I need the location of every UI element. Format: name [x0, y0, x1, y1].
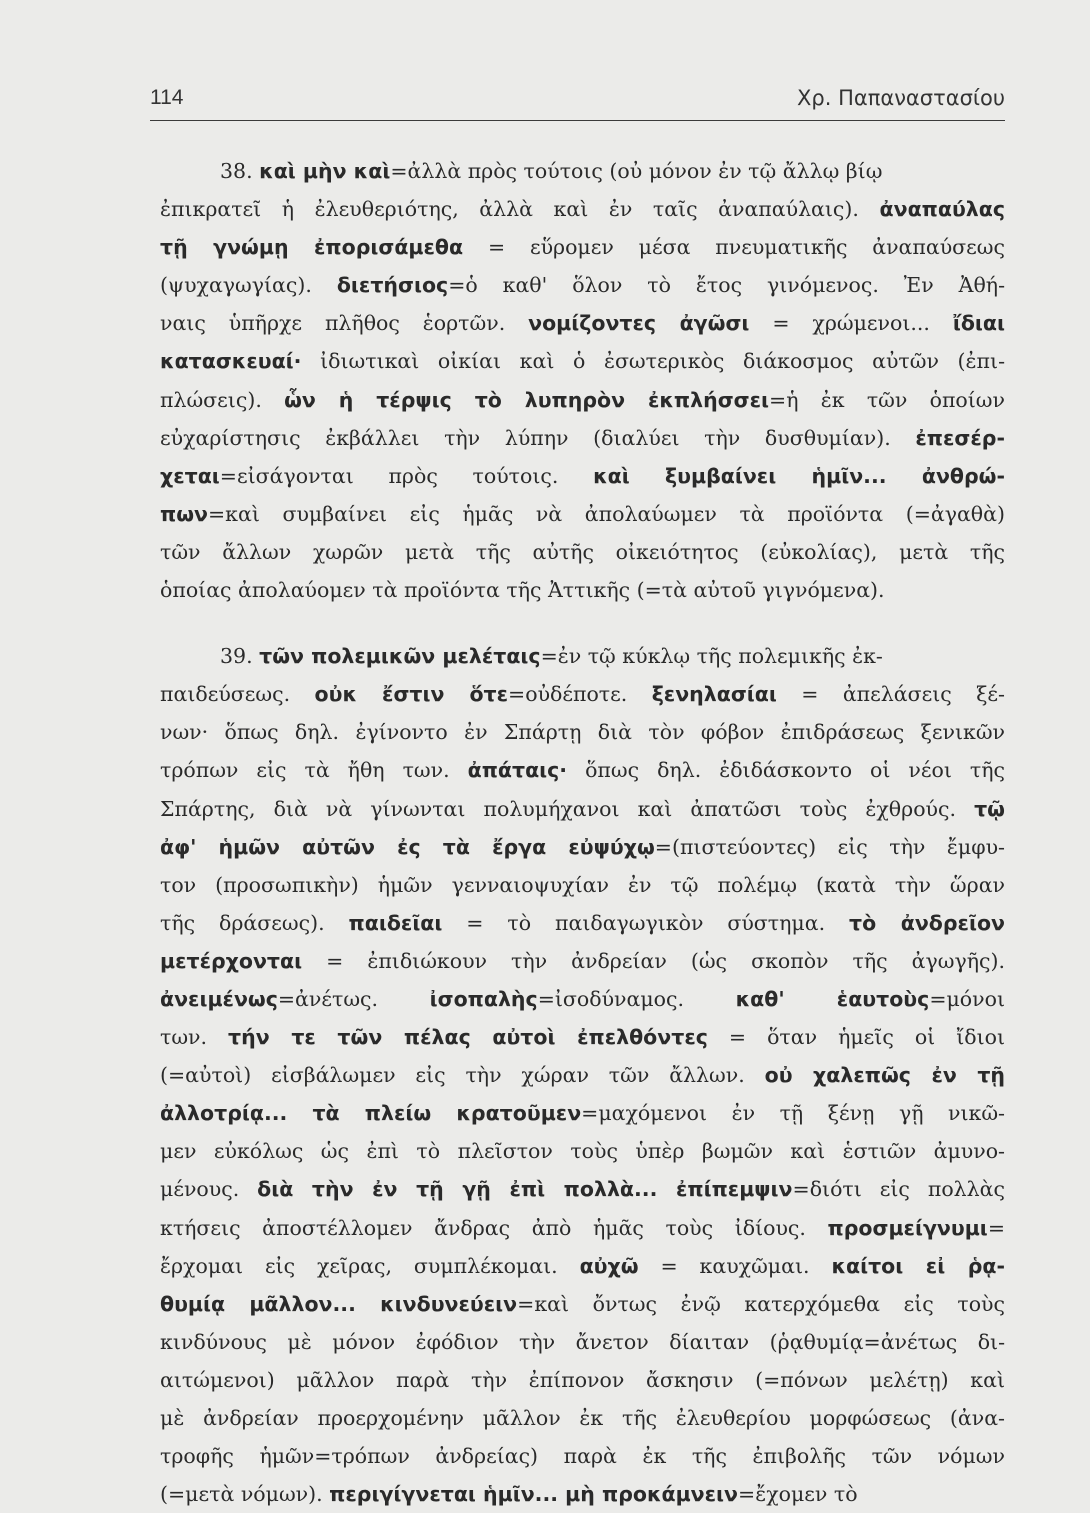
page-number: 114 — [150, 86, 184, 109]
text-line: ναις ὑπῆρχε πλῆθος ἑορτῶν. νομίζοντες ἀγῶσι = χρώμενοι... ἴδιαι — [160, 311, 1005, 336]
lemma: ὧν ἡ τέρψις τὸ λυπηρὸν ἐκπλήσσει — [284, 387, 770, 412]
lemma: νομίζοντες ἀγῶσι — [528, 311, 750, 336]
text-line: ἀλλοτρίᾳ... τὰ πλείω κρατοῦμεν=μαχόμενοι ἐν τῇ ξένῃ γῇ νικῶ- — [160, 1101, 1005, 1126]
lemma: οὐ χαλεπῶς ἐν τῇ — [764, 1063, 1005, 1088]
lemma: προσμείγνυμι — [827, 1215, 988, 1240]
lemma: τήν τε τῶν πέλας αὐτοὶ ἐπελθόντες — [228, 1025, 708, 1050]
lemma: καὶ ξυμβαίνει ἡμῖν... ἀνθρώ- — [593, 463, 1005, 488]
text-line: μένους. διὰ τὴν ἐν τῇ γῇ ἐπὶ πολλὰ... ἐπίπεμψιν=διότι εἰς πολλὰς — [160, 1177, 1005, 1202]
lemma: θυμίᾳ μᾶλλον... κινδυνεύειν — [160, 1291, 518, 1316]
text-line: ἔρχομαι εἰς χεῖρας, συμπλέκομαι. αὐχῶ = καυχῶμαι. καίτοι εἰ ῥᾳ- — [160, 1253, 1005, 1278]
lemma: διετήσιος — [336, 273, 449, 298]
text-line: 38. καὶ μὴν καὶ=ἀλλὰ πρὸς τούτοις (οὐ μόνον ἐν τῷ ἄλλῳ βίῳ — [220, 159, 883, 183]
text-line: (=μετὰ νόμων). περιγίγνεται ἡμῖν... μὴ προκάμνειν=ἔχομεν τὸ — [160, 1482, 858, 1507]
lemma: ἀπάταις· — [467, 758, 568, 783]
lemma: μετέρχονται — [160, 948, 303, 973]
text-line: τῇ γνώμῃ ἐπορισάμεθα = εὕρομεν μέσα πνευματικῆς ἀναπαύσεως — [160, 235, 1005, 260]
lemma: ἐπεσέρ- — [915, 425, 1005, 450]
text-line: ἀφ' ἡμῶν αὐτῶν ἐς τὰ ἔργα εὐψύχῳ=(πιστεύοντες) εἰς τὴν ἔμφυ- — [160, 834, 1005, 859]
lemma: πων — [160, 501, 208, 526]
body-text — [160, 152, 1005, 1513]
text-line: παιδεύσεως. οὐκ ἔστιν ὅτε=οὐδέποτε. ξενηλασίαι = ἀπελάσεις ξέ- — [160, 682, 1005, 707]
text-line: ἐπικρατεῖ ἡ ἐλευθεριότης, ἀλλὰ καὶ ἐν ταῖς ἀναπαύλαις). ἀναπαύλας — [160, 197, 1005, 222]
text-line: μὲ ἀνδρείαν προερχομένην μᾶλλον ἐκ τῆς ἐλευθερίου μορφώσεως (ἀνα- — [160, 1406, 1005, 1430]
lemma: διὰ τὴν ἐν τῇ γῇ ἐπὶ πολλὰ... ἐπίπεμψιν — [257, 1177, 793, 1202]
text-line: τῆς δράσεως). παιδεῖαι = τὸ παιδαγωγικὸν σύστημα. τὸ ἀνδρεῖον — [160, 910, 1005, 935]
lemma: ξενηλασίαι — [651, 682, 777, 707]
text-line: χεται=εἰσάγονται πρὸς τούτοις. καὶ ξυμβαίνει ἡμῖν... ἀνθρώ- — [160, 463, 1005, 488]
lemma: καθ' ἑαυτοὺς — [735, 986, 930, 1011]
text-line: μεν εὐκόλως ὡς ἐπὶ τὸ πλεῖστον τοὺς ὑπὲρ βωμῶν καὶ ἑστιῶν ἀμυνο- — [160, 1139, 1005, 1164]
text-line: τροφῆς ἡμῶν=τρόπων ἀνδρείας) παρὰ ἐκ τῆς ἐπιβολῆς τῶν νόμων — [160, 1444, 1005, 1469]
text-line: ἀνειμένως=ἀνέτως. ἰσοπαλὴς=ἰσοδύναμος. καθ' ἑαυτοὺς=μόνοι — [160, 986, 1005, 1011]
text-line: τρόπων εἰς τὰ ἤθη των. ἀπάταις· ὅπως δηλ. ἐδιδάσκοντο οἱ νέοι τῆς — [160, 758, 1005, 783]
text-line: πλώσεις). ὧν ἡ τέρψις τὸ λυπηρὸν ἐκπλήσσει=ἡ ἐκ τῶν ὁποίων — [160, 387, 1005, 412]
lemma: ἴδιαι — [952, 311, 1005, 336]
lemma: ἀνειμένως — [160, 986, 278, 1011]
lemma: τὸ ἀνδρεῖον — [849, 910, 1005, 935]
text-line: κινδύνους μὲ μόνον ἐφόδιον τὴν ἄνετον δίαιταν (ῥᾳθυμίᾳ=ἀνέτως δι- — [160, 1329, 1005, 1354]
text-line: αιτώμενοι) μᾶλλον παρὰ τὴν ἐπίπονον ἄσκησιν (=πόνων μελέτῃ) καὶ — [160, 1367, 1005, 1392]
page-header — [150, 86, 1005, 121]
lemma: καίτοι εἰ ῥᾳ- — [831, 1253, 1005, 1278]
text-line: (=αὐτοὶ) εἰσβάλωμεν εἰς τὴν χώραν τῶν ἄλλων. οὐ χαλεπῶς ἐν τῇ — [160, 1063, 1005, 1088]
lemma: οὐκ ἔστιν ὅτε — [314, 682, 509, 707]
lemma: παιδεῖαι — [348, 910, 443, 935]
lemma: ἀναπαύλας — [879, 197, 1005, 222]
text-line: τον (προσωπικὴν) ἡμῶν γενναιοψυχίαν ἐν τῷ πολέμῳ (κατὰ τὴν ὥραν — [160, 872, 1005, 897]
lemma: ἀφ' ἡμῶν αὐτῶν ἐς τὰ ἔργα εὐψύχῳ — [160, 834, 655, 859]
lemma: τῶν πολεμικῶν μελέταις — [259, 644, 541, 669]
text-line: 39. τῶν πολεμικῶν μελέταις=ἐν τῷ κύκλῳ τῆς πολεμικῆς ἐκ- — [220, 644, 883, 669]
lemma: τῇ γνώμῃ ἐπορισάμεθα — [160, 235, 464, 260]
text-line: νων· ὅπως δηλ. ἐγίνοντο ἐν Σπάρτῃ διὰ τὸν φόβον ἐπιδράσεως ξενικῶν — [160, 720, 1005, 745]
lemma: τῷ — [974, 796, 1005, 821]
paragraph-1 — [160, 152, 1005, 609]
text-line: θυμίᾳ μᾶλλον... κινδυνεύειν=καὶ ὄντως ἐνῷ κατερχόμεθα εἰς τοὺς — [160, 1291, 1005, 1316]
text-line: (ψυχαγωγίας). διετήσιος=ὁ καθ' ὅλον τὸ ἔτος γινόμενος. Ἐν Ἀθή- — [160, 273, 1005, 298]
text-line: εὐχαρίστησις ἐκβάλλει τὴν λύπην (διαλύει τὴν δυσθυμίαν). ἐπεσέρ- — [160, 425, 1005, 450]
paragraph-2 — [160, 637, 1005, 1513]
text-line: ὁποίας ἀπολαύομεν τὰ προϊόντα τῆς Ἀττικῆς (=τὰ αὐτοῦ γιγνόμενα). — [160, 578, 885, 603]
text-line: κατασκευαί· ἰδιωτικαὶ οἰκίαι καὶ ὁ ἐσωτερικὸς διάκοσμος αὐτῶν (ἐπι- — [160, 349, 1005, 374]
lemma: αὐχῶ — [579, 1253, 639, 1278]
text-line: Σπάρτης, διὰ νὰ γίνωνται πολυμήχανοι καὶ ἀπατῶσι τοὺς ἐχθρούς. τῷ — [160, 796, 1005, 821]
lemma: κατασκευαί· — [160, 349, 302, 374]
lemma: χεται — [160, 463, 220, 488]
text-line: των. τήν τε τῶν πέλας αὐτοὶ ἐπελθόντες = ὅταν ἡμεῖς οἱ ἴδιοι — [160, 1025, 1005, 1050]
text-line: κτήσεις ἀποστέλλομεν ἄνδρας ἀπὸ ἡμᾶς τοὺς ἰδίους. προσμείγνυμι= — [160, 1215, 1005, 1240]
text-line: μετέρχονται = ἐπιδιώκουν τὴν ἀνδρείαν (ὡς σκοπὸν τῆς ἀγωγῆς). — [160, 948, 1005, 973]
running-head: Χρ. Παπαναστασίου — [797, 86, 1005, 110]
text-line: τῶν ἄλλων χωρῶν μετὰ τῆς αὐτῆς οἰκειότητος (εὐκολίας), μετὰ τῆς — [160, 539, 1005, 564]
lemma: καὶ μὴν καὶ — [259, 159, 391, 183]
text-line: πων=καὶ συμβαίνει εἰς ἡμᾶς νὰ ἀπολαύωμεν τὰ προϊόντα (=ἀγαθὰ) — [160, 501, 1005, 526]
lemma: ἀλλοτρίᾳ... τὰ πλείω κρατοῦμεν — [160, 1101, 582, 1126]
lemma: ἰσοπαλὴς — [429, 986, 538, 1011]
lemma: περιγίγνεται ἡμῖν... μὴ προκάμνειν — [329, 1482, 739, 1507]
